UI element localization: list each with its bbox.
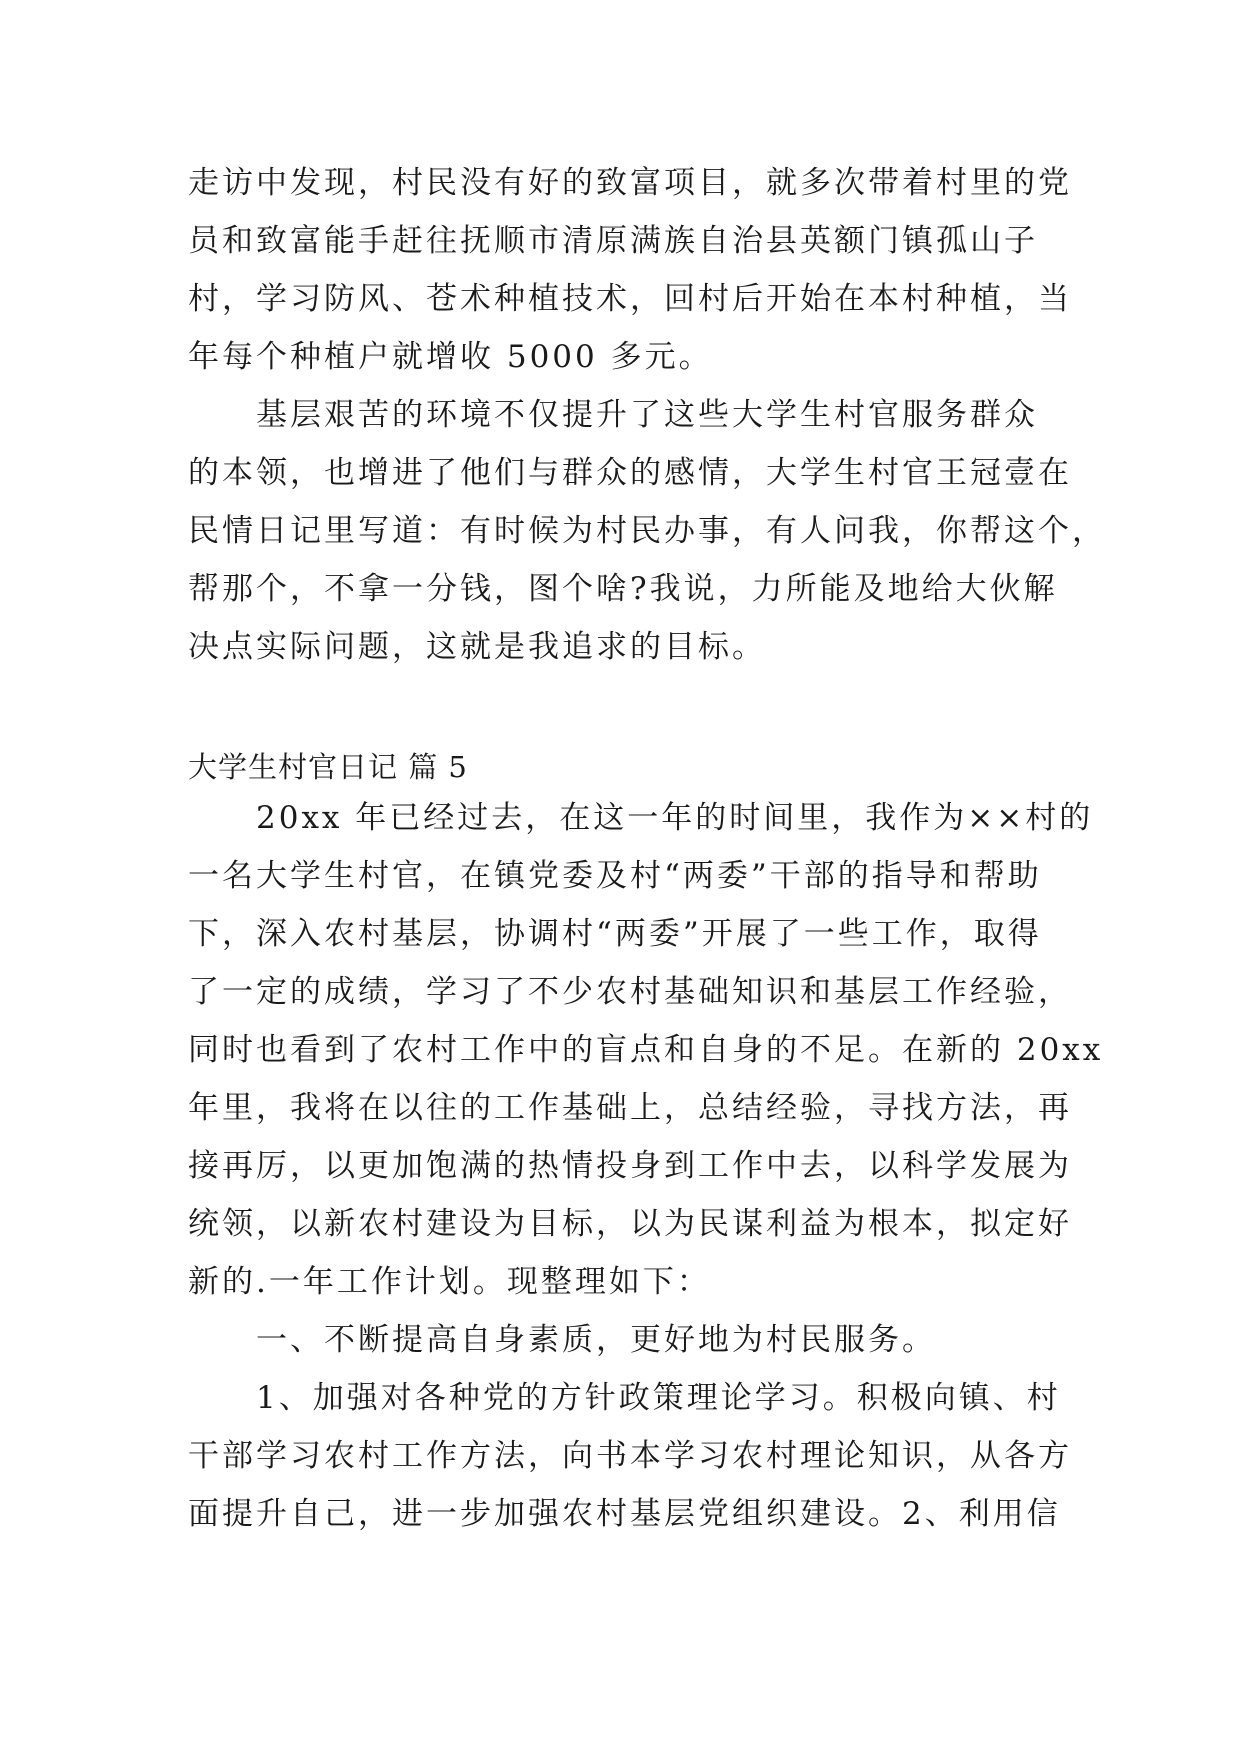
- text-line: 帮那个，不拿一分钱，图个啥?我说，力所能及地给大伙解: [188, 571, 1058, 607]
- text-line: 20xx 年已经过去，在这一年的时间里，我作为××村的: [188, 800, 1094, 836]
- text-line: 基层艰苦的环境不仅提升了这些大学生村官服务群众: [188, 397, 1038, 433]
- text-line: 一、不断提高自身素质，更好地为村民服务。: [188, 1322, 936, 1358]
- text-line: 的本领，也增进了他们与群众的感情，大学生村官王冠壹在: [188, 455, 1072, 491]
- section-heading: 大学生村官日记 篇 5: [188, 750, 468, 784]
- text-line: 一名大学生村官，在镇党委及村“两委”干部的指导和帮助: [188, 858, 1042, 894]
- text-line: 走访中发现，村民没有好的致富项目，就多次带着村里的党: [188, 165, 1072, 201]
- text-line: 面提升自己，进一步加强农村基层党组织建设。2、利用信: [188, 1496, 1061, 1532]
- text-line: 员和致富能手赶往抚顺市清原满族自治县英额门镇孤山子: [188, 223, 1038, 259]
- text-line: 下，深入农村基层，协调村“两委”开展了一些工作，取得: [188, 916, 1042, 952]
- text-line: 干部学习农村工作方法，向书本学习农村理论知识，从各方: [188, 1438, 1072, 1474]
- text-line: 同时也看到了农村工作中的盲点和自身的不足。在新的 20xx: [188, 1032, 1104, 1068]
- text-line: 新的.一年工作计划。现整理如下：: [188, 1264, 711, 1300]
- intro-paragraphs: [188, 154, 1106, 676]
- body-paragraphs: [188, 789, 1104, 1543]
- text-line: 了一定的成绩，学习了不少农村基础知识和基层工作经验，: [188, 974, 1072, 1010]
- text-line: 接再厉，以更加饱满的热情投身到工作中去，以科学发展为: [188, 1148, 1072, 1184]
- text-line: 决点实际问题，这就是我追求的目标。: [188, 629, 766, 665]
- text-line: 1、加强对各种党的方针政策理论学习。积极向镇、村: [188, 1380, 1061, 1416]
- text-line: 民情日记里写道：有时候为村民办事，有人问我，你帮这个，: [188, 513, 1106, 549]
- text-line: 统领，以新农村建设为目标，以为民谋利益为根本，拟定好: [188, 1206, 1072, 1242]
- text-line: 年里，我将在以往的工作基础上，总结经验，寻找方法，再: [188, 1090, 1072, 1126]
- text-line: 村，学习防风、苍术种植技术，回村后开始在本村种植，当: [188, 281, 1072, 317]
- text-line: 年每个种植户就增收 5000 多元。: [188, 339, 713, 375]
